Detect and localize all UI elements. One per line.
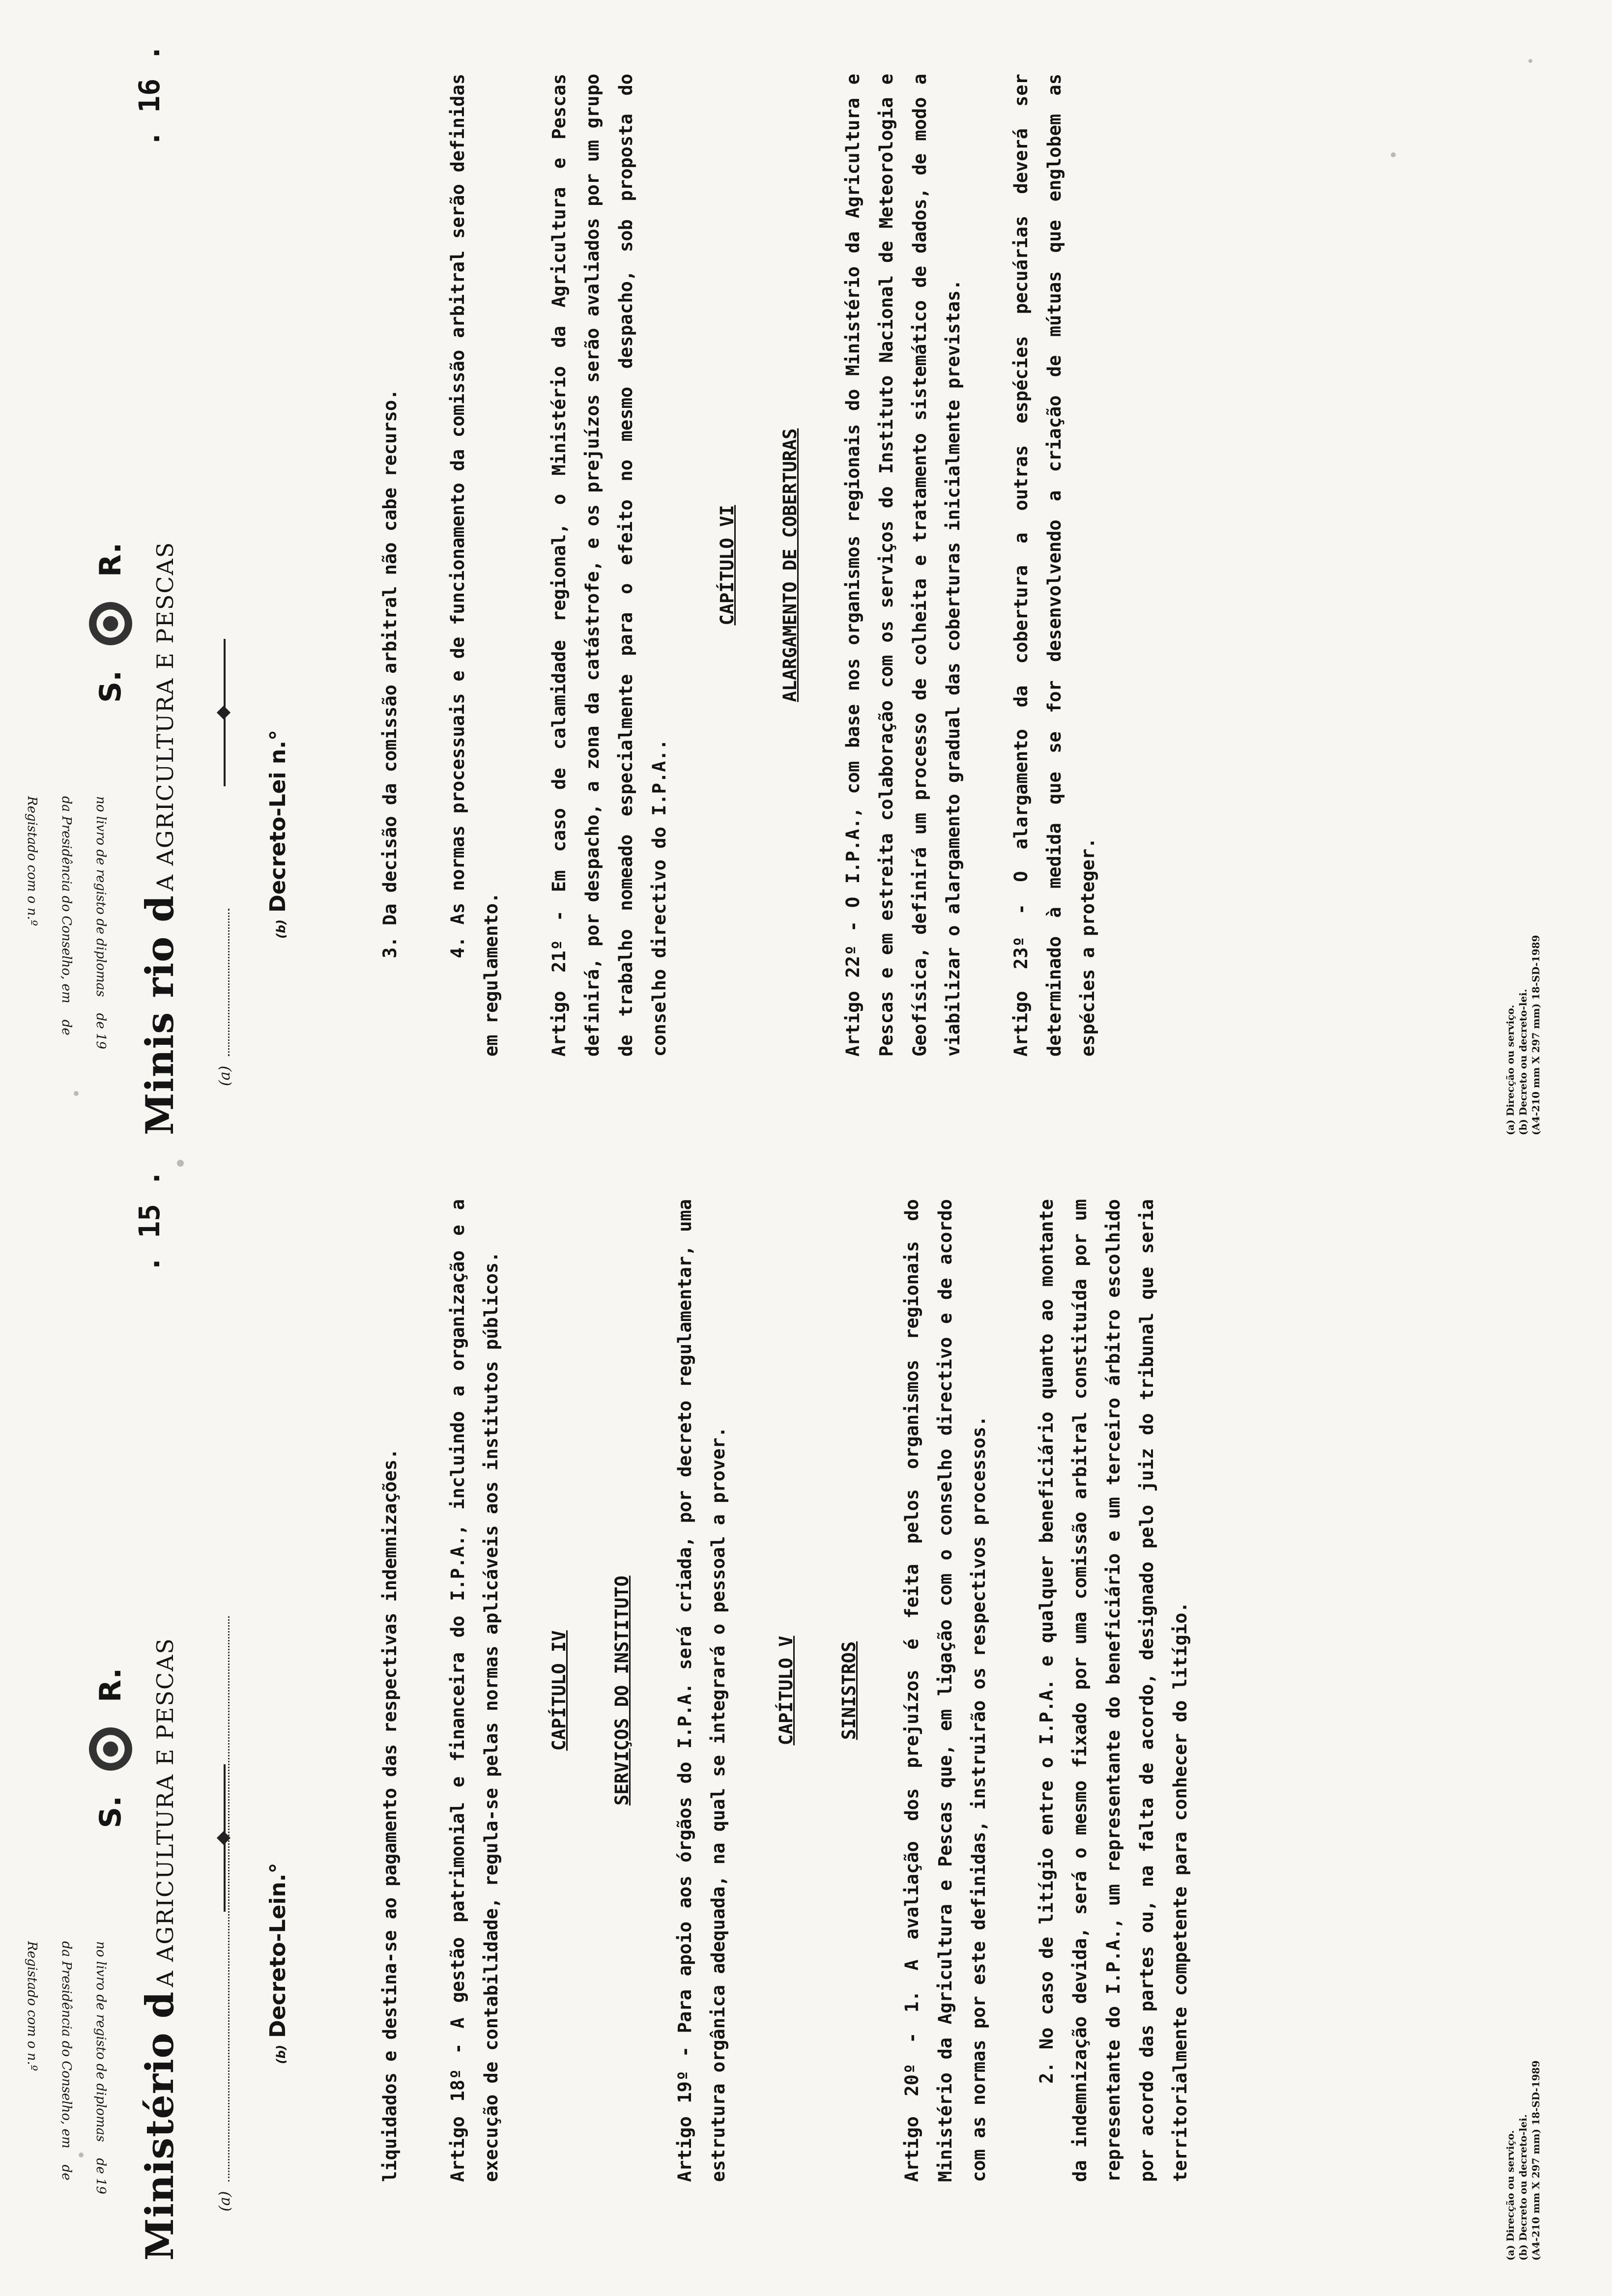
direction-field: (a) [216, 1616, 233, 2211]
article-23: Artigo 23º - O alargamento da cobertura a outras espécies pecuárias deverá ser determinado à medida que se for desenvolvendo a criação de mútuas que englobem as espécies a proteger. [1010, 74, 1098, 1057]
scan-speck [74, 1091, 79, 1096]
direction-field: (a) [216, 909, 233, 1086]
page-16 [20, 15, 1592, 1145]
paragraph: liquidados e destina-se ao pagamento das respectivas indemnizações. [379, 1448, 401, 2182]
article-22: Artigo 22º - O I.P.A., com base nos organismos regionais do Ministério da Agricultura e Pescas e em estreita colaboração com os serviços do Instituto Nacional de Meteorologia e Geofísica, definirá um processo de colheita e tratamento sistemático de dados, de modo a viabilizar o alargamento gradual das coberturas inicialmente previstas. [842, 74, 964, 1057]
article-20-item-4: 4. As normas processuais e de funcionamento da comissão arbitral serão definidas em regulamento. [447, 74, 502, 1057]
chapter-title: SINISTROS [838, 1641, 860, 1740]
article-20: Artigo 20º - 1. A avaliação dos prejuízos é feita pelos organismos regionais do Ministério da Agricultura e Pescas que, em ligação com o conselho directivo e de acordo com as normas por este definidas, instruirão os respectivos processos. [901, 1199, 989, 2182]
divider-mark [224, 1764, 226, 1912]
chapter-heading: CAPÍTULO V [776, 1636, 797, 1746]
article-20-item-2: 2. No caso de litígio entre o I.P.A. e qualquer beneficiário quanto ao montante da indemnização devida, será o mesmo fixado por uma comissão arbitral constituída por um representante do I.P.A., um representante do beneficiário e um terceiro árbitro escolhido por acordo das partes ou, na falta de acordo, designado pelo juiz do tribunal que seria territorialmente competente para conhecer do litígio. [1036, 1199, 1191, 2182]
seal-row [84, 1668, 138, 1828]
seal-left-letter: S. [93, 670, 128, 703]
department-name: A AGRICULTURA E PESCAS [152, 541, 178, 891]
page-number: . 15 . [133, 1170, 166, 1273]
page-body [374, 1199, 1232, 2182]
ministry-title: Minis rio dA AGRICULTURA E PESCAS [138, 541, 182, 1135]
article-21: Artigo 21º - Em caso de calamidade regional, o Ministério da Agricultura e Pescas definirá, por despacho, a zona da catástrofe, e os prejuízos serão avaliados por um grupo de trabalho nomeado especialmente para o efeito no mesmo despacho, sob proposta do conselho directivo do I.P.A.. [548, 74, 670, 1057]
ministry-title: Ministério dA AGRICULTURA E PESCAS [138, 1637, 182, 2261]
page-number: . 16 . [133, 44, 166, 147]
department-name: A AGRICULTURA E PESCAS [152, 1637, 178, 1987]
article-18: Artigo 18º - A gestão patrimonial e financeira do I.P.A., incluindo a organização e a execução de contabilidade, regula-se pelas normas aplicáveis aos institutos públicos. [447, 1199, 502, 2182]
seal-right-letter: R. [93, 542, 128, 577]
chapter-title: ALARGAMENTO DE COBERTURAS [779, 428, 801, 702]
footnotes: (a) Direcção ou serviço. (b) Decreto ou decreto-lei. (A4-210 mm X 297 mm) 18-SD-1989 [1504, 935, 1542, 1135]
chapter-heading: CAPÍTULO IV [548, 1630, 570, 1751]
divider-mark [224, 639, 226, 786]
article-20-item-3: 3. Da decisão da comissão arbitral não cabe recurso. [379, 389, 401, 958]
scan-speck [1391, 152, 1396, 157]
seal-left-letter: S. [93, 1795, 128, 1828]
page-15 [20, 1140, 1592, 2270]
chapter-title: SERVIÇOS DO INSTITUTO [611, 1576, 633, 1806]
coat-of-arms-icon [84, 597, 138, 651]
article-19: Artigo 19º - Para apoio aos órgãos do I.P.A. será criada, por decreto regulamentar, uma estrutura orgânica adequada, na qual se integrará o pessoal a prover. [674, 1199, 729, 2182]
registration-strip-left: no livro de registo de diplomas de 19 da Presidência do Conselho, em de Registado com o n.º [25, 1941, 108, 2194]
seal-row [84, 543, 138, 703]
page-body [374, 74, 1139, 1057]
coat-of-arms-icon [84, 1722, 138, 1776]
registration-strip-right: no livro de registo de diplomas de 19 da Presidência do Conselho, em de Registado com o n.º [25, 796, 108, 1049]
scan-speck [1528, 59, 1532, 63]
decree-label: (b)Decreto-Lein.° [265, 1863, 290, 2064]
scan-speck [177, 1160, 184, 1167]
footnotes: (a) Direcção ou serviço. (b) Decreto ou decreto-lei. (A4-210 mm X 297 mm) 18-SD-1989 [1504, 2060, 1542, 2261]
seal-right-letter: R. [93, 1667, 128, 1702]
scan-speck [79, 2152, 84, 2157]
decree-label: (b)Decreto-Lei n.° [265, 730, 290, 939]
chapter-heading: CAPÍTULO VI [717, 505, 738, 626]
